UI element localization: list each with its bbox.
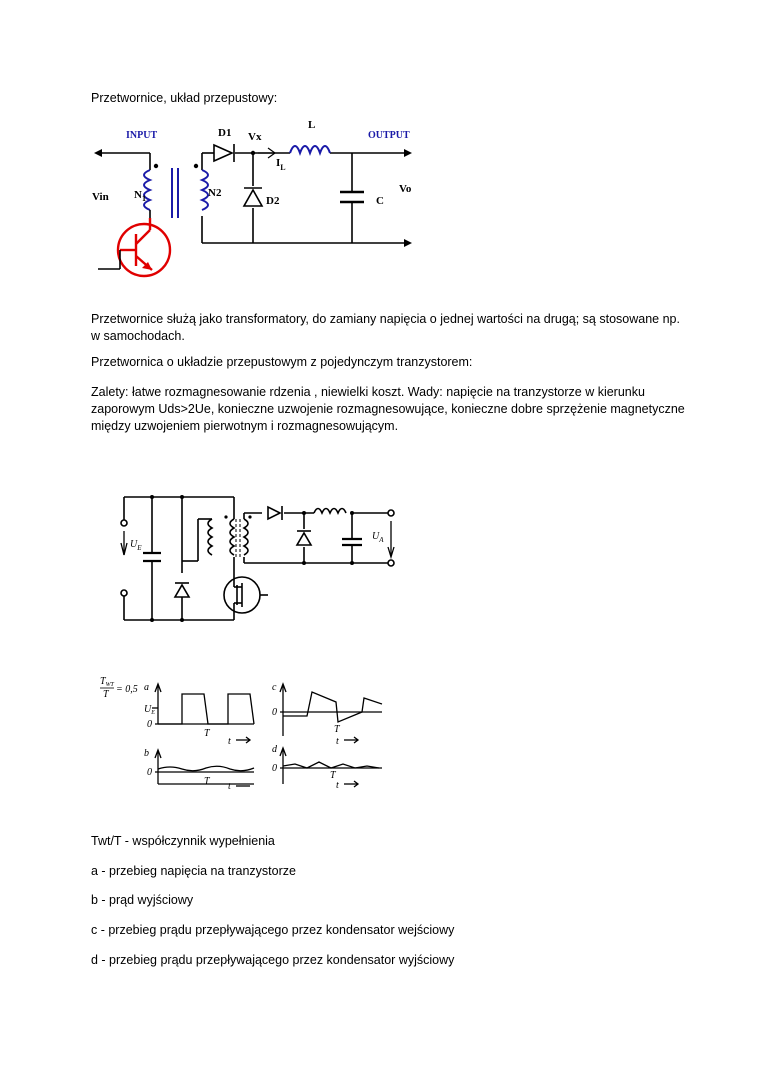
waveform-d-label: d — [272, 744, 277, 755]
paragraph-transformers: Przetwornice służą jako transformatory, do zamiany napięcia o jednej wartości na drugą; są stosowane np. w samochodach. — [91, 312, 680, 343]
b-period-label: T — [204, 776, 210, 787]
vo-label: Vo — [399, 183, 412, 195]
legend-item-a: a - przebieg napięcia na tranzystorze — [91, 864, 296, 878]
waveform-b-label: b — [144, 748, 149, 759]
waveforms-diagram — [100, 672, 390, 792]
c-time-label: t — [336, 736, 339, 747]
d1-label: D1 — [218, 127, 232, 139]
d-period-label: T — [330, 770, 336, 781]
input-label: INPUT — [126, 130, 158, 141]
paragraph-pros-cons: Zalety: łatwe rozmagnesowanie rdzenia , niewielki koszt. Wady: napięcie na tranzystorze w kierunku zaporowym Uds>2Ue, konieczne uzwojenie rozmagnesowujące, konieczne dobre sprzężenie magnetyczne między uzwojeniem pierwotnym i rozmagnesowującym. — [91, 385, 685, 433]
page-heading: Przetwornice, układ przepustowy: — [91, 91, 278, 105]
legend-item-ratio: Twt/T - współczynnik wypełnienia — [91, 834, 275, 848]
vx-label: Vx — [248, 131, 262, 143]
c-zero-label: 0 — [272, 707, 277, 718]
waveform-c-label: c — [272, 682, 277, 693]
output-label: OUTPUT — [368, 130, 410, 141]
legend-item-d: d - przebieg prądu przepływającego przez kondensator wyjściowy — [91, 953, 455, 967]
d-zero-label: 0 — [272, 763, 277, 774]
n1-label: $N_1$ — [134, 189, 146, 203]
n2-label: N2 — [208, 187, 222, 199]
ratio-value: = 0,5 — [116, 684, 138, 695]
d2-label: D2 — [266, 195, 280, 207]
legend-item-c: c - przebieg prądu przepływającego przez kondensator wejściowy — [91, 923, 455, 937]
ratio-denominator: T — [103, 689, 109, 700]
forward-converter-diagram — [90, 118, 430, 278]
a-time-label: t — [228, 736, 231, 747]
b-zero-label: 0 — [147, 767, 152, 778]
il-label: $I_L$ — [276, 157, 286, 172]
c-period-label: T — [334, 724, 340, 735]
paragraph-single-transistor: Przetwornica o układzie przepustowym z pojedynczym tranzystorem: — [91, 355, 473, 369]
a-zero-label: 0 — [147, 719, 152, 730]
ue-tick-label: $U_E$ — [144, 704, 155, 716]
a-period-label: T — [204, 728, 210, 739]
vin-label: Vin — [92, 191, 109, 203]
waveform-a-label: a — [144, 682, 149, 693]
ratio-numerator: $T_{WT}$ — [100, 676, 114, 688]
ue-label: $U_E$ — [130, 539, 142, 552]
single-transistor-converter-diagram — [116, 495, 401, 625]
legend-item-b: b - prąd wyjściowy — [91, 893, 194, 907]
b-time-label: t — [228, 781, 231, 792]
capacitor-label: C — [376, 195, 384, 207]
inductor-label: L — [308, 119, 316, 131]
ua-label: $U_A$ — [372, 531, 384, 544]
d-time-label: t — [336, 780, 339, 791]
